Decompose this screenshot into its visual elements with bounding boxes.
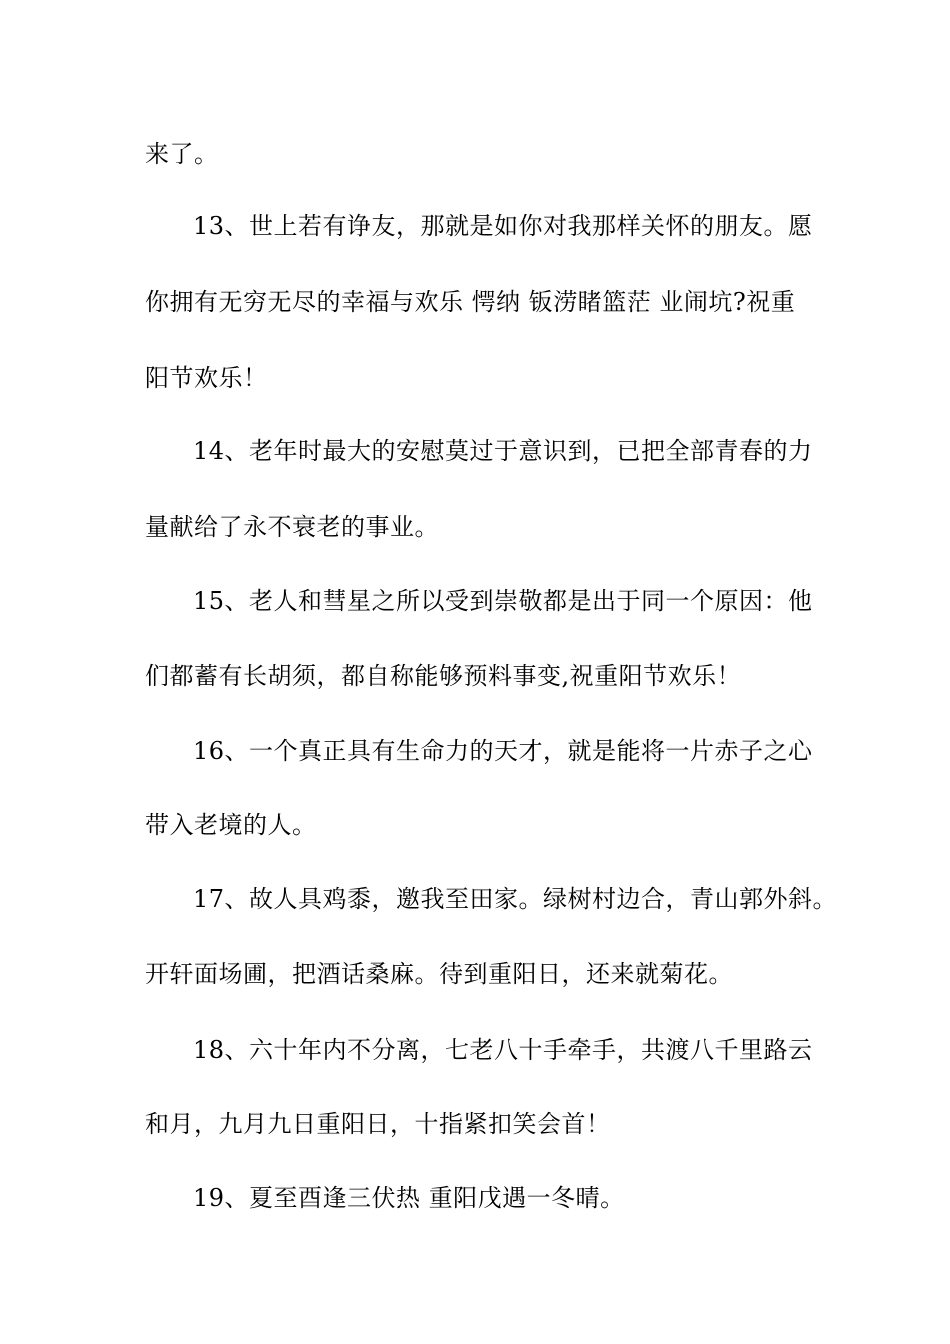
text-line: 你拥有无穷无尽的幸福与欢乐 愕纳 钣涝睹篮茫 业闹坑?祝重 (145, 288, 796, 316)
text-line: 量献给了永不衰老的事业。 (145, 513, 439, 541)
paragraph-19-start: 19、夏至酉逢三伏热 重阳戊遇一冬晴。 (193, 1184, 625, 1212)
paragraph-15-start: 15、老人和彗星之所以受到崇敬都是出于同一个原因：他 (193, 587, 813, 615)
paragraph-13-start: 13、世上若有诤友，那就是如你对我那样关怀的朋友。愿 (193, 212, 813, 240)
text-line: 和月，九月九日重阳日，十指紧扣笑会首！ (145, 1110, 611, 1138)
text-line: 们都蓄有长胡须，都自称能够预料事变,祝重阳节欢乐！ (145, 662, 742, 690)
paragraph-17-start: 17、故人具鸡黍，邀我至田家。绿树村边合，青山郭外斜。 (193, 885, 838, 913)
paragraph-16-start: 16、一个真正具有生命力的天才，就是能将一片赤子之心 (193, 737, 813, 765)
text-line: 来了。 (145, 140, 219, 168)
text-line: 阳节欢乐！ (145, 364, 268, 392)
text-line: 开轩面场圃，把酒话桑麻。待到重阳日，还来就菊花。 (145, 960, 733, 988)
text-line: 带入老境的人。 (145, 811, 317, 839)
paragraph-18-start: 18、六十年内不分离，七老八十手牵手，共渡八千里路云 (193, 1036, 813, 1064)
paragraph-14-start: 14、老年时最大的安慰莫过于意识到，已把全部青春的力 (193, 437, 813, 465)
